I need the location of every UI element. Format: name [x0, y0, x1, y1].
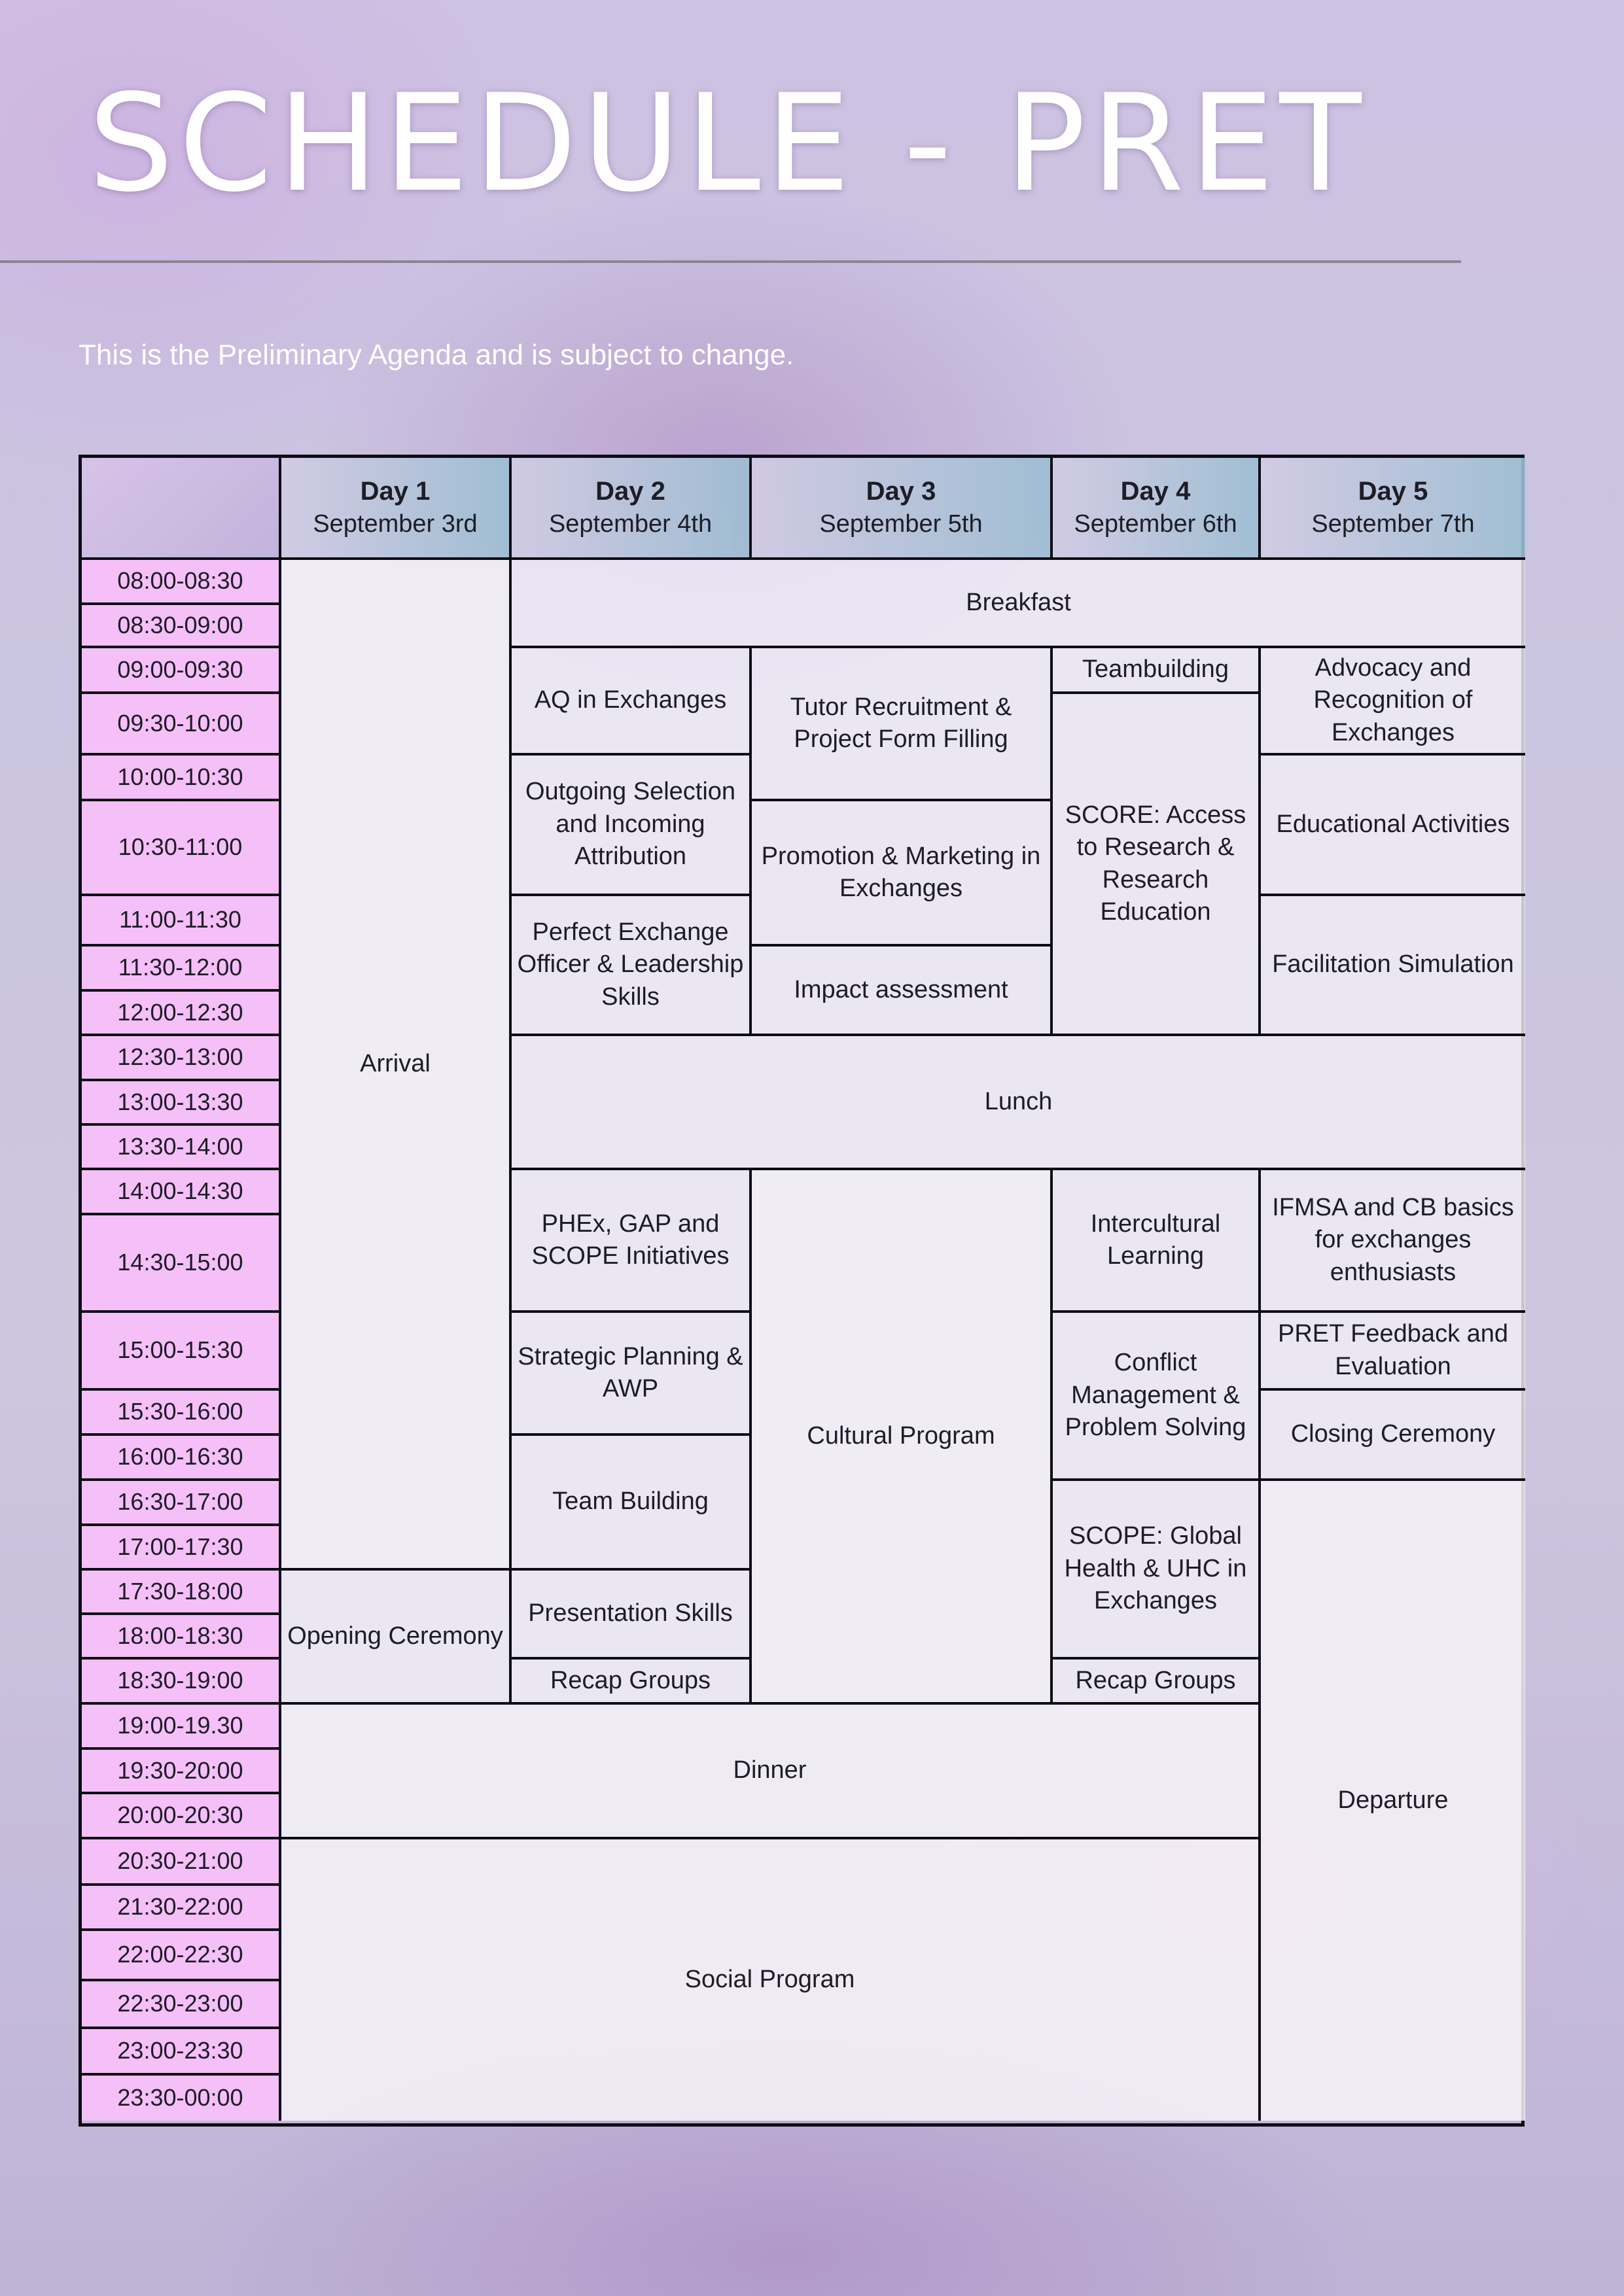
time-slot: 12:30-13:00	[82, 1036, 281, 1081]
event-opening-ceremony: Opening Ceremony	[281, 1571, 512, 1705]
event-perfect-exchange: Perfect Exchange Officer & Leadership Skills	[512, 896, 752, 1036]
event-impact-assessment: Impact assessment	[752, 947, 1053, 1036]
time-slot: 22:00-22:30	[82, 1931, 281, 1981]
time-slot: 10:30-11:00	[82, 801, 281, 896]
time-slot: 12:00-12:30	[82, 992, 281, 1036]
day-label: Day 2	[595, 477, 665, 506]
day-header-2	[512, 458, 752, 560]
event-lunch: Lunch	[512, 1036, 1525, 1170]
event-educational-activities: Educational Activities	[1261, 756, 1525, 896]
time-slot: 17:30-18:00	[82, 1571, 281, 1615]
event-recap-groups-day4: Recap Groups	[1053, 1660, 1261, 1705]
time-slot: 23:30-00:00	[82, 2076, 281, 2121]
time-slot: 18:30-19:00	[82, 1660, 281, 1705]
time-slot: 10:00-10:30	[82, 756, 281, 801]
day-header-1	[281, 458, 512, 560]
event-departure: Departure	[1261, 1481, 1525, 2121]
day-date: September 5th	[819, 510, 983, 538]
agenda-disclaimer: This is the Preliminary Agenda and is subject to change.	[79, 339, 794, 371]
day-header-5	[1261, 458, 1525, 560]
time-slot: 14:30-15:00	[82, 1215, 281, 1313]
event-recap-groups-day2: Recap Groups	[512, 1660, 752, 1705]
title-divider	[0, 260, 1461, 263]
day-header-3	[752, 458, 1053, 560]
time-slot: 16:30-17:00	[82, 1481, 281, 1526]
event-social-program: Social Program	[281, 1839, 1261, 2121]
time-slot: 16:00-16:30	[82, 1436, 281, 1481]
event-team-building: Team Building	[512, 1436, 752, 1571]
schedule-table	[79, 455, 1525, 2127]
event-presentation-skills: Presentation Skills	[512, 1571, 752, 1660]
time-slot: 08:00-08:30	[82, 560, 281, 605]
event-phex-gap: PHEx, GAP and SCOPE Initiatives	[512, 1170, 752, 1313]
day-label: Day 1	[360, 477, 431, 506]
event-advocacy: Advocacy and Recognition of Exchanges	[1261, 648, 1525, 756]
event-breakfast: Breakfast	[512, 560, 1525, 648]
event-teambuilding: Teambuilding	[1053, 648, 1261, 694]
day-header-4	[1053, 458, 1261, 560]
event-cultural-program: Cultural Program	[752, 1170, 1053, 1705]
event-arrival: Arrival	[281, 560, 512, 1571]
event-pret-feedback: PRET Feedback and Evaluation	[1261, 1313, 1525, 1391]
time-slot: 13:30-14:00	[82, 1126, 281, 1170]
time-slot: 09:00-09:30	[82, 648, 281, 694]
time-slot: 08:30-09:00	[82, 605, 281, 648]
event-score-access: SCORE: Access to Research & Research Education	[1053, 694, 1261, 1036]
time-slot: 14:00-14:30	[82, 1170, 281, 1215]
event-scope-global: SCOPE: Global Health & UHC in Exchanges	[1053, 1481, 1261, 1660]
event-tutor-recruitment: Tutor Recruitment & Project Form Filling	[752, 648, 1053, 801]
time-slot: 15:00-15:30	[82, 1313, 281, 1391]
day-label: Day 4	[1120, 477, 1191, 506]
event-facilitation: Facilitation Simulation	[1261, 896, 1525, 1036]
day-label: Day 5	[1358, 477, 1428, 506]
time-slot: 11:00-11:30	[82, 896, 281, 947]
event-closing-ceremony: Closing Ceremony	[1261, 1391, 1525, 1481]
time-slot: 13:00-13:30	[82, 1081, 281, 1126]
page-title: SCHEDULE - PRET	[88, 66, 1367, 222]
time-slot: 20:00-20:30	[82, 1794, 281, 1839]
time-slot: 20:30-21:00	[82, 1839, 281, 1886]
day-date: September 6th	[1074, 510, 1237, 538]
time-slot: 18:00-18:30	[82, 1615, 281, 1660]
time-slot: 11:30-12:00	[82, 947, 281, 992]
time-slot: 19:30-20:00	[82, 1750, 281, 1794]
event-conflict-management: Conflict Management & Problem Solving	[1053, 1313, 1261, 1481]
event-promotion-marketing: Promotion & Marketing in Exchanges	[752, 801, 1053, 947]
day-date: September 3rd	[313, 510, 478, 538]
event-aq-exchanges: AQ in Exchanges	[512, 648, 752, 756]
day-date: September 4th	[548, 510, 713, 538]
time-slot: 19:00-19.30	[82, 1705, 281, 1750]
time-slot: 21:30-22:00	[82, 1886, 281, 1931]
event-ifmsa-cb: IFMSA and CB basics for exchanges enthusiasts	[1261, 1170, 1525, 1313]
time-slot: 17:00-17:30	[82, 1526, 281, 1571]
event-outgoing-selection: Outgoing Selection and Incoming Attribution	[512, 756, 752, 896]
time-slot: 23:00-23:30	[82, 2029, 281, 2076]
event-intercultural: Intercultural Learning	[1053, 1170, 1261, 1313]
event-dinner: Dinner	[281, 1705, 1261, 1839]
day-date: September 7th	[1311, 510, 1475, 538]
day-label: Day 3	[866, 477, 936, 506]
time-slot: 15:30-16:00	[82, 1391, 281, 1436]
time-slot: 22:30-23:00	[82, 1981, 281, 2029]
table-corner-cell	[82, 458, 281, 560]
event-strategic-planning: Strategic Planning & AWP	[512, 1313, 752, 1436]
time-slot: 09:30-10:00	[82, 694, 281, 756]
